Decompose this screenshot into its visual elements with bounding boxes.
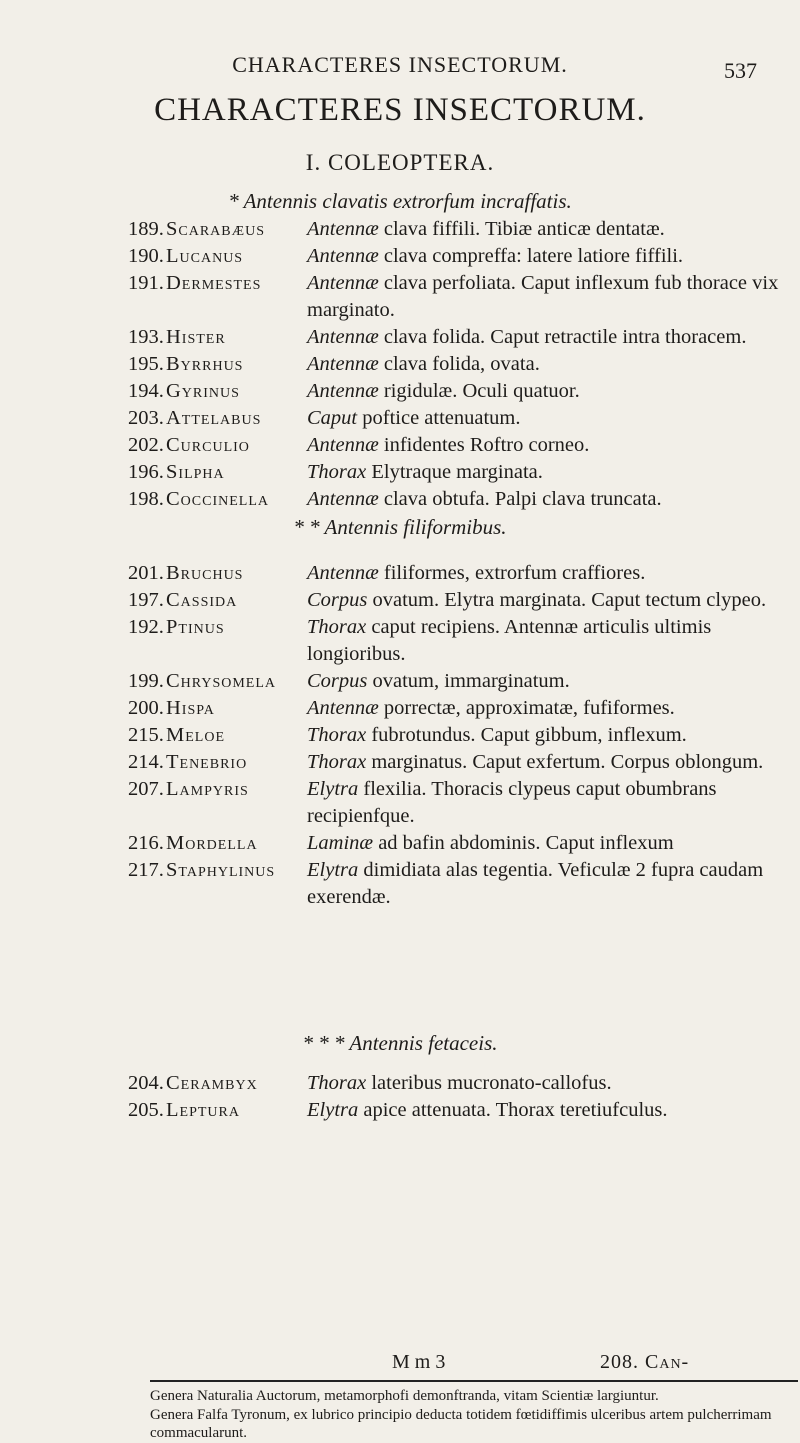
character-lead: Laminæ [307, 832, 374, 854]
genus-name: Chrysomela [166, 670, 277, 692]
genus-entry [128, 587, 788, 614]
character-text: filiformes, extrorfum craffiores. [383, 562, 646, 584]
entry-number: 194. [128, 380, 164, 402]
character-lead: Antennæ [307, 353, 379, 375]
footnote: Genera Naturalia Auctorum, metamorphofi demonftranda, vitam Scientiæ largiuntur. [150, 1388, 659, 1404]
character-text: lateribus mucronato-callofus. [371, 1072, 612, 1094]
genus-character [307, 1070, 788, 1097]
footnote-rule [150, 1380, 798, 1382]
genus-name: Hister [166, 326, 226, 348]
genus-name: Hispa [166, 697, 215, 719]
genus-name: Gyrinus [166, 380, 240, 402]
character-lead: Elytra [307, 859, 359, 881]
character-text: porrectæ, approximatæ, fufiformes. [383, 697, 675, 719]
character-lead: Antennæ [307, 562, 379, 584]
entry-number: 191. [128, 272, 164, 294]
genus-entry [128, 243, 788, 270]
genus-character [307, 1097, 788, 1124]
catchword: 208. Can- [600, 1351, 690, 1373]
character-lead: Thorax [307, 616, 367, 638]
character-text: flexilia. Thoracis clypeus caput obumbrans recipienfque. [307, 778, 717, 827]
genus-character [307, 776, 788, 830]
genus-entry [128, 216, 788, 243]
entry-number: 198. [128, 488, 164, 510]
character-text: clava compreffa: latere latiore fiffili. [383, 245, 684, 267]
genus-character [307, 857, 788, 911]
footnotes [150, 1387, 798, 1443]
genus-entry [128, 1097, 788, 1124]
genus-name: Curculio [166, 434, 250, 456]
genus-character [307, 749, 788, 776]
character-text: clava folida, ovata. [383, 353, 540, 375]
genus-name: Tenebrio [166, 751, 248, 773]
entry-number: 192. [128, 616, 164, 638]
genus-entry [128, 351, 788, 378]
genus-character [307, 830, 788, 857]
genus-character [307, 216, 788, 243]
genus-entry [128, 749, 788, 776]
character-lead: Antennæ [307, 245, 379, 267]
entry-number: 207. [128, 778, 164, 800]
character-text: rigidulæ. Oculi quatuor. [383, 380, 580, 402]
order-heading: I. COLEOPTERA. [305, 150, 495, 175]
character-text: clava perfoliata. Caput inflexum fub thorace vix marginato. [307, 272, 779, 321]
page-number: 537 [724, 58, 757, 83]
entry-number: 197. [128, 589, 164, 611]
genus-name: Leptura [166, 1099, 240, 1121]
genus-character [307, 243, 788, 270]
genus-name: Attelabus [166, 407, 262, 429]
genus-entry [128, 560, 788, 587]
genus-name: Ptinus [166, 616, 225, 638]
entry-number: 190. [128, 245, 164, 267]
genus-name: Byrrhus [166, 353, 244, 375]
section-heading-filiformibus: * * Antennis filiformibus. [293, 515, 507, 539]
genus-name: Lucanus [166, 245, 244, 267]
character-text: fubrotundus. Caput gibbum, inflexum. [371, 724, 687, 746]
genus-name: Coccinella [166, 488, 269, 510]
character-lead: Antennæ [307, 380, 379, 402]
character-lead: Thorax [307, 461, 367, 483]
character-text: clava fiffili. Tibiæ anticæ dentatæ. [383, 218, 665, 240]
entry-number: 200. [128, 697, 164, 719]
genus-character [307, 560, 788, 587]
genus-character [307, 486, 788, 513]
entry-number: 202. [128, 434, 164, 456]
genus-entry [128, 614, 788, 668]
genus-entry [128, 486, 788, 513]
genus-entry [128, 695, 788, 722]
character-text: clava obtufa. Palpi clava truncata. [383, 488, 662, 510]
entry-number: 193. [128, 326, 164, 348]
genus-entry [128, 830, 788, 857]
genus-character [307, 378, 788, 405]
genus-character [307, 270, 788, 324]
character-text: dimidiata alas tegentia. Veficulæ 2 fupra caudam exerendæ. [307, 859, 764, 908]
entry-number: 217. [128, 859, 164, 881]
genus-entry [128, 405, 788, 432]
genus-character [307, 324, 788, 351]
genus-name: Lampyris [166, 778, 249, 800]
entry-number: 203. [128, 407, 164, 429]
genus-entry [128, 459, 788, 486]
character-text: ovatum, immarginatum. [372, 670, 570, 692]
genus-entry [128, 668, 788, 695]
genus-entry [128, 857, 788, 911]
genus-character [307, 405, 788, 432]
genus-character [307, 432, 788, 459]
character-lead: Thorax [307, 724, 367, 746]
character-text: infidentes Roftro corneo. [383, 434, 590, 456]
entry-number: 204. [128, 1072, 164, 1094]
section-heading-setaceis: * * * Antennis fetaceis. [302, 1031, 498, 1055]
character-lead: Elytra [307, 778, 359, 800]
genus-entry [128, 270, 788, 324]
entry-number: 199. [128, 670, 164, 692]
genus-entry [128, 324, 788, 351]
entry-number: 216. [128, 832, 164, 854]
genus-entry [128, 1070, 788, 1097]
entry-number: 201. [128, 562, 164, 584]
entry-number: 189. [128, 218, 164, 240]
genus-list-setaceis [128, 1070, 788, 1124]
genus-list-clavatis [128, 216, 788, 513]
genus-list-filiformibus [128, 560, 788, 911]
entry-number: 215. [128, 724, 164, 746]
genus-character [307, 459, 788, 486]
genus-character [307, 614, 788, 668]
character-lead: Thorax [307, 1072, 367, 1094]
genus-entry [128, 722, 788, 749]
character-text: ovatum. Elytra marginata. Caput tectum clypeo. [372, 589, 767, 611]
genus-name: Cassida [166, 589, 238, 611]
character-lead: Thorax [307, 751, 367, 773]
character-lead: Corpus [307, 670, 368, 692]
character-text: marginatus. Caput exfertum. Corpus oblongum. [371, 751, 764, 773]
character-lead: Antennæ [307, 697, 379, 719]
genus-name: Cerambyx [166, 1072, 258, 1094]
genus-entry [128, 378, 788, 405]
genus-entry [128, 432, 788, 459]
character-lead: Elytra [307, 1099, 359, 1121]
genus-name: Dermestes [166, 272, 262, 294]
character-text: Elytraque marginata. [371, 461, 543, 483]
genus-character [307, 351, 788, 378]
entry-number: 195. [128, 353, 164, 375]
character-text: poftice attenuatum. [362, 407, 521, 429]
genus-character [307, 587, 788, 614]
character-lead: Caput [307, 407, 358, 429]
genus-character [307, 722, 788, 749]
character-text: caput recipiens. Antennæ articulis ultimis longioribus. [307, 616, 712, 665]
page-title: CHARACTERES INSECTORUM. [154, 92, 646, 128]
genus-name: Silpha [166, 461, 225, 483]
character-lead: Antennæ [307, 488, 379, 510]
genus-name: Bruchus [166, 562, 244, 584]
character-lead: Antennæ [307, 272, 379, 294]
character-text: clava folida. Caput retractile intra thoracem. [383, 326, 747, 348]
genus-character [307, 695, 788, 722]
signature-mark: M m 3 [392, 1351, 446, 1373]
genus-entry [128, 776, 788, 830]
genus-name: Meloe [166, 724, 225, 746]
genus-name: Mordella [166, 832, 258, 854]
character-lead: Antennæ [307, 326, 379, 348]
character-lead: Antennæ [307, 434, 379, 456]
character-lead: Antennæ [307, 218, 379, 240]
genus-character [307, 668, 788, 695]
genus-name: Scarabæus [166, 218, 265, 240]
character-lead: Corpus [307, 589, 368, 611]
entry-number: 205. [128, 1099, 164, 1121]
entry-number: 214. [128, 751, 164, 773]
entry-number: 196. [128, 461, 164, 483]
footnote: Genera Falfa Tyronum, ex lubrico principio deducta totidem fœtidiffimis ulceribus artem pulcherrimam commacularunt. [150, 1407, 772, 1441]
character-text: apice attenuata. Thorax teretiufculus. [363, 1099, 668, 1121]
genus-name: Staphylinus [166, 859, 276, 881]
running-head: CHARACTERES INSECTORUM. [232, 52, 568, 77]
section-heading-clavatis: * Antennis clavatis extrorfum incraffatis. [228, 189, 572, 213]
character-text: ad bafin abdominis. Caput inflexum [378, 832, 674, 854]
